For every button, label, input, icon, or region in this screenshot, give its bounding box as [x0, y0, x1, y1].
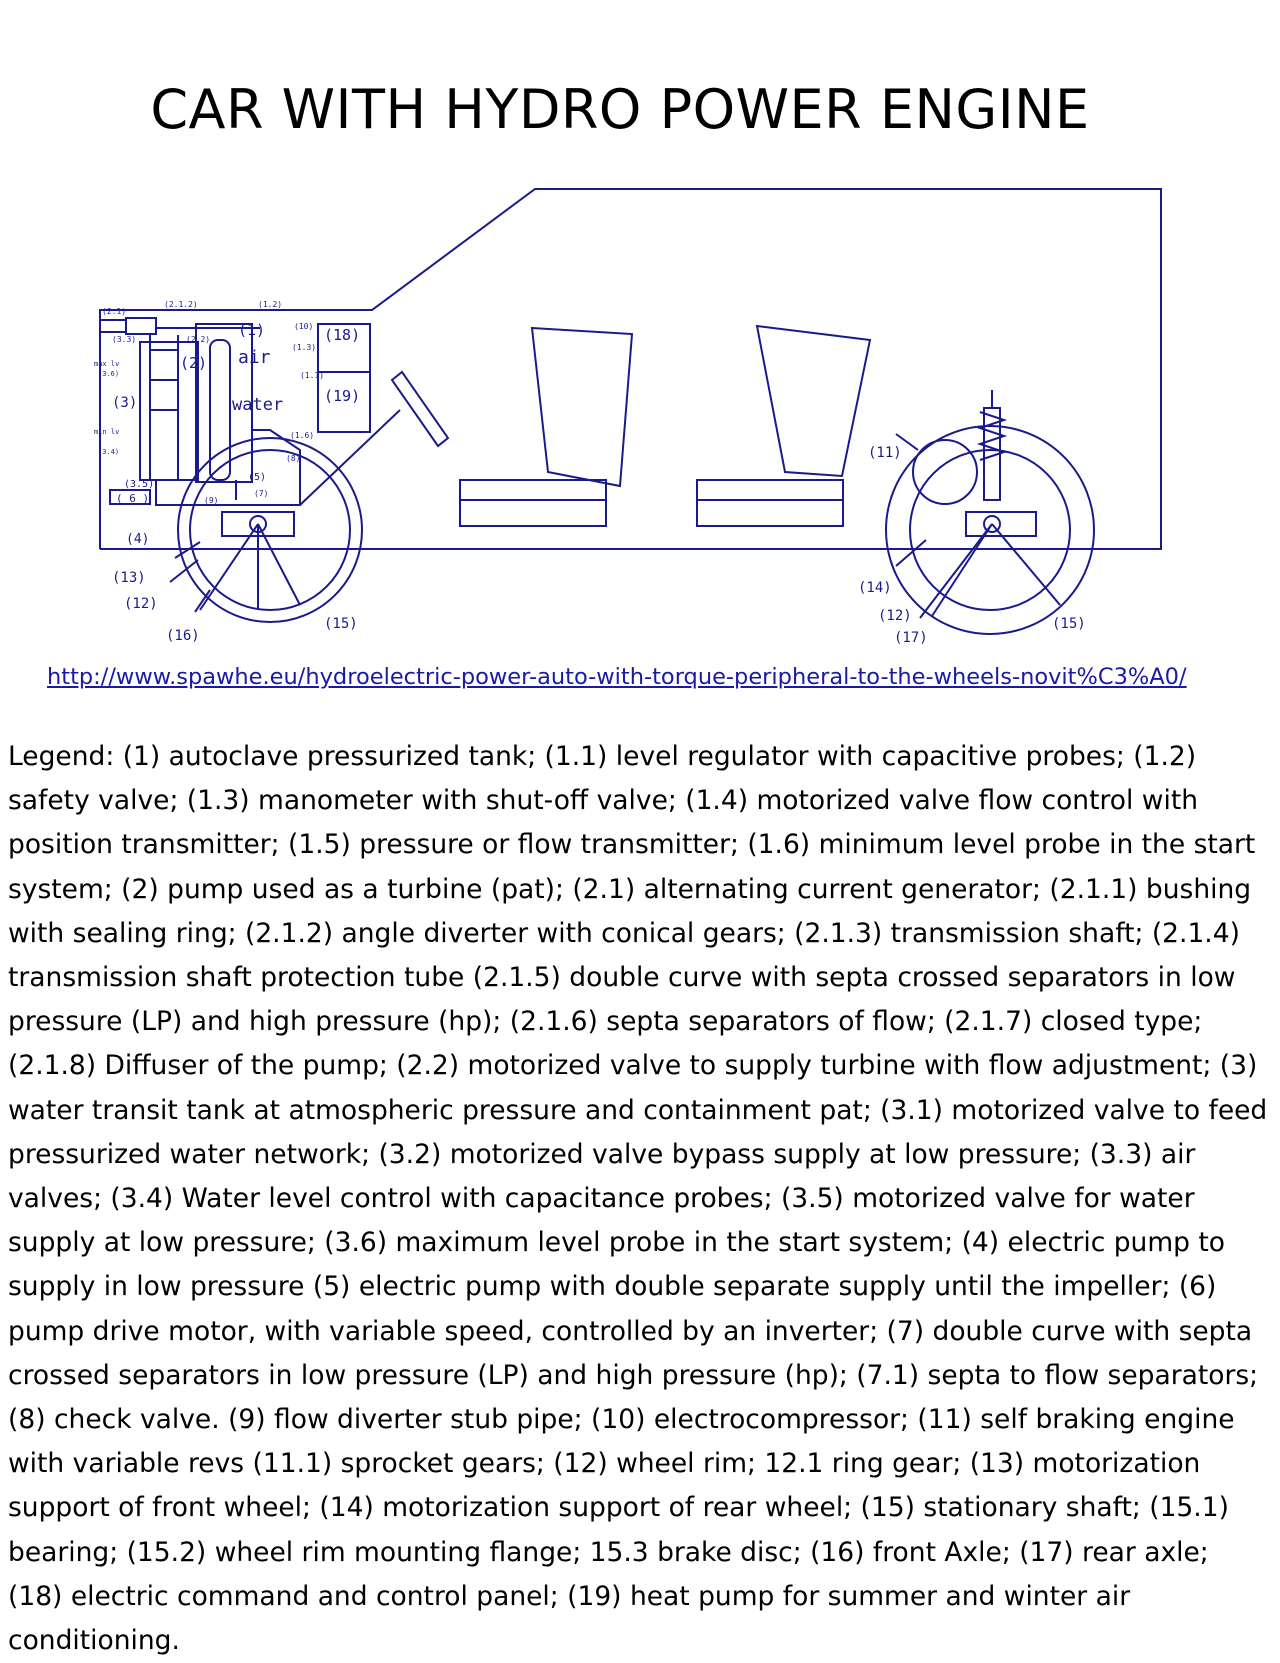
legend-text: Legend: (1) autoclave pressurized tank; (1.1) level regulator with capacitive probes; (1.2) safety valve; (1.3) manometer with shut-off valve; (1.4) motorized valve flow control with position transmitter; (1.5) pressure or flow transmitter; (1.6) minimum level probe in the start system; (2) pump used as a turbine (pat); (2.1) alternating current generator; (2.1.1) bushing with sealing ring; (2.1.2) angle diverter with conical gears; (2.1.3) transmission shaft; (2.1.4) transmission shaft protection tube (2.1.5) double curve with septa crossed separators in low pressure (LP) and high pressure (hp); (2.1.6) septa separators of flow; (2.1.7) closed type; (2.1.8) Diffuser of the pump; (2.2) motorized valve to supply turbine with flow adjustment; (3) water transit tank at atmospheric pressure and containment pat; (3.1) motorized valve to feed pressurized water network; (3.2) motorized valve bypass supply at low pressure; (3.3) air valves; (3.4) Water level control with capacitance probes; (3.5) motorized valve for water supply at low pressure; (3.6) maximum level probe in the start system; (4) electric pump to supply in low pressure (5) electric pump with double separate supply until the impeller; (6) pump drive motor, with variable speed, controlled by an inverter; (7) double curve with septa crossed separators in low pressure (LP) and high pressure (hp); (7.1) septa to flow separators; (8) check valve. (9) flow diverter stub pipe; (10) electrocompressor; (11) self braking engine with variable revs (11.1) sprocket gears; (12) wheel rim; 12.1 ring gear; (13) motorization support of front wheel; (14) motorization support of rear wheel; (15) stationary shaft; (15.1) bearing; (15.2) wheel rim mounting flange; 15.3 brake disc; (16) front Axle; (17) rear axle; (18) electric command and control panel; (19) heat pump for summer and winter air conditioning. — [8, 741, 1268, 1657]
label-4: (4) — [126, 532, 150, 547]
self-braking-engine — [913, 440, 977, 504]
label-6: ( 6 ) — [116, 492, 150, 505]
page-title: CAR WITH HYDRO POWER ENGINE — [150, 78, 1090, 141]
label-1-6: (1.6) — [290, 431, 315, 440]
car-diagram-svg — [0, 180, 1280, 660]
label-2-1-2: (2.1.2) — [164, 300, 198, 309]
label-min-lv: min lv — [94, 428, 120, 436]
label-2-2: (2.2) — [186, 335, 211, 344]
label-9: (9) — [204, 496, 219, 505]
rear-seat-back — [757, 326, 870, 476]
label-3-5: (3.5) — [124, 479, 155, 490]
label-15a: (15) — [324, 616, 358, 632]
label-15b: (15) — [1052, 616, 1086, 632]
label-11: (11) — [868, 445, 902, 461]
front-seat-back — [532, 328, 632, 486]
front-seat-base — [460, 480, 606, 526]
label-10: (10) — [294, 322, 314, 331]
label-1-3: (1.3) — [292, 343, 317, 352]
label-2: (2) — [180, 354, 208, 372]
label-7: (7) — [254, 489, 269, 498]
label-18: (18) — [324, 326, 361, 344]
label-water: water — [232, 395, 284, 415]
label-1-2: (1.2) — [258, 300, 283, 309]
label-3: (3) — [112, 395, 138, 411]
label-3-3: (3.3) — [112, 335, 137, 344]
front-wheel-outer — [178, 438, 362, 622]
label-max-lv: max lv — [94, 360, 120, 368]
label-13: (13) — [112, 570, 146, 586]
car-diagram — [0, 180, 1280, 660]
label-19: (19) — [324, 387, 361, 405]
label-3-6: (3.6) — [98, 370, 120, 378]
label-2-1: (2.1) — [102, 307, 127, 316]
source-link[interactable]: http://www.spawhe.eu/hydroelectric-power-auto-with-torque-peripheral-to-the-wheels-novit%C3%A0/ — [47, 664, 1187, 690]
label-1-1: (1.1) — [300, 371, 325, 380]
label-12b: (12) — [878, 608, 912, 624]
label-1: (1) — [238, 321, 266, 339]
label-8: (8) — [286, 454, 301, 463]
label-12a: (12) — [124, 596, 158, 612]
label-16: (16) — [166, 628, 200, 644]
label-17: (17) — [894, 630, 928, 646]
steering-wheel — [392, 372, 448, 446]
rear-seat-base — [697, 480, 843, 526]
label-5: (5) — [248, 472, 267, 483]
label-air: air — [238, 347, 271, 368]
label-3-4: (3.4) — [98, 448, 120, 456]
label-14: (14) — [858, 580, 892, 596]
